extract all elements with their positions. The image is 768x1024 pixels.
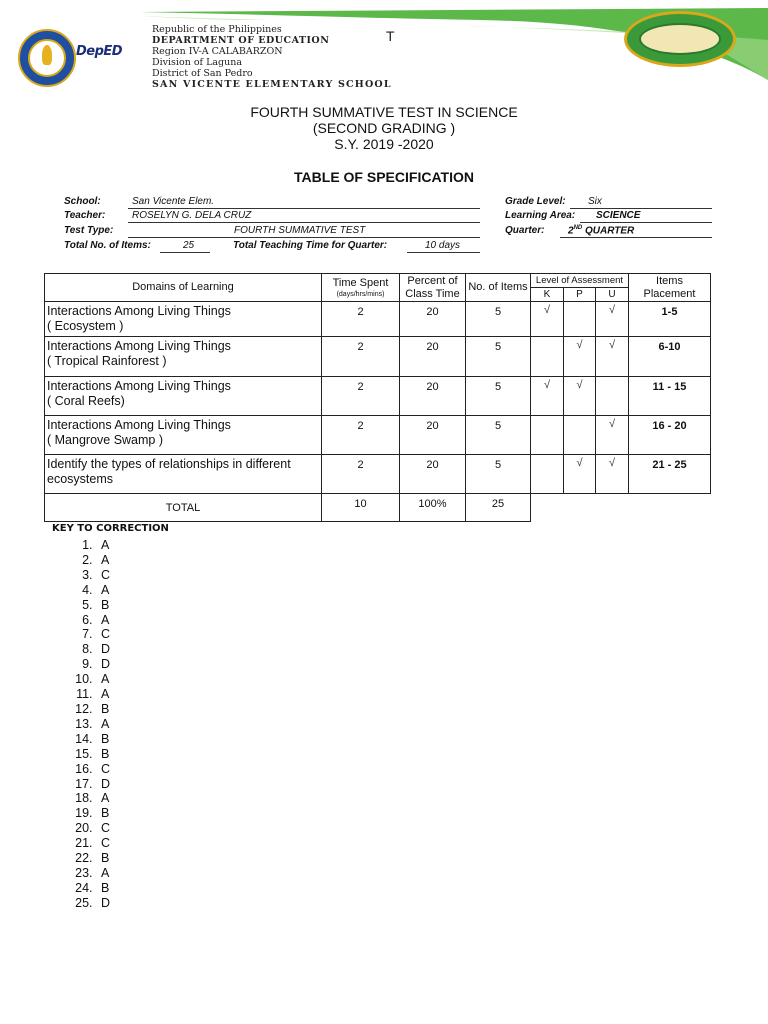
grade-level-value: Six [588,196,602,207]
total-items-underline [160,252,210,253]
percent-cell: 20 [400,302,466,337]
placement-cell: 6-10 [629,337,711,377]
teacher-label: Teacher: [64,210,106,221]
header-division: Division of Laguna [152,57,243,68]
domain-cell: Interactions Among Living Things ( Mangrove Swamp ) [45,416,322,455]
school-underline [128,208,480,209]
header-u: U [596,288,629,302]
header-items-placement: Items Placement [629,274,711,302]
p-check-cell: √ [564,337,596,377]
time-cell: 2 [322,455,400,494]
test-type-underline [128,237,480,238]
answer-key-list [60,538,110,911]
domain-cell: Interactions Among Living Things ( Coral Reefs) [45,377,322,416]
u-check-cell: √ [596,455,629,494]
learning-area-underline [580,222,712,223]
teacher-underline [128,222,480,223]
header-region: Region IV-A CALABARZON [152,46,283,57]
p-check-cell: √ [564,377,596,416]
answer-item: 8. D [96,642,110,657]
k-check-cell [531,455,564,494]
answer-item: 12. B [96,702,110,717]
placement-cell: 1-5 [629,302,711,337]
grade-level-underline [570,208,712,209]
header-k: K [531,288,564,302]
answer-item: 23. A [96,866,110,881]
answer-item: 5. B [96,598,110,613]
total-label: TOTAL [45,494,322,522]
u-check-cell [596,377,629,416]
u-check-cell: √ [596,337,629,377]
grade-level-label: Grade Level: [505,196,566,207]
time-cell: 2 [322,416,400,455]
answer-item: 22. B [96,851,110,866]
table-spec-title: TABLE OF SPECIFICATION [294,169,474,185]
test-title: FOURTH SUMMATIVE TEST IN SCIENCE [250,104,518,120]
domain-cell: Identify the types of relationships in different ecosystems [45,455,322,494]
answer-item: 15. B [96,747,110,762]
table-row [45,337,711,377]
placement-cell: 21 - 25 [629,455,711,494]
teaching-time-label: Total Teaching Time for Quarter: [233,240,388,251]
p-check-cell [564,302,596,337]
learning-area-value: SCIENCE [596,210,641,221]
header-percent: Percent of Class Time [400,274,466,302]
total-items-value: 25 [183,240,195,251]
answer-item: 9. D [96,657,110,672]
answer-item: 13. A [96,717,110,732]
u-check-cell: √ [596,416,629,455]
table-row [45,377,711,416]
quarter-label: Quarter: [505,225,545,236]
total-time: 10 [322,494,400,522]
school-value: San Vicente Elem. [132,196,215,207]
header-text-block [152,24,392,90]
answer-item: 14. B [96,732,110,747]
deped-logo: DepED [76,44,123,59]
answer-item: 20. C [96,821,110,836]
domain-cell: Interactions Among Living Things ( Ecosystem ) [45,302,322,337]
items-cell: 5 [466,302,531,337]
k-check-cell: √ [531,377,564,416]
header-school-name: SAN VICENTE ELEMENTARY SCHOOL [152,79,392,90]
header-domains: Domains of Learning [45,274,322,302]
division-seal-logo [18,29,76,87]
answer-item: 21. C [96,836,110,851]
teaching-time-value: 10 days [425,240,461,251]
answer-item: 3. C [96,568,110,583]
school-label: School: [64,196,101,207]
total-items-label: Total No. of Items: [64,240,151,251]
answer-item: 6. A [96,613,110,628]
header-no-items: No. of Items [466,274,531,302]
test-type-value: FOURTH SUMMATIVE TEST [234,225,366,236]
header-level-assessment: Level of Assessment [531,274,629,288]
answer-item: 25. D [96,896,110,911]
k-check-cell [531,337,564,377]
test-type-label: Test Type: [64,225,114,236]
teacher-value: ROSELYN G. DELA CRUZ [132,210,252,221]
table-row [45,302,711,337]
p-check-cell: √ [564,455,596,494]
table-row [45,416,711,455]
answer-item: 18. A [96,791,110,806]
u-check-cell: √ [596,302,629,337]
answer-item: 10. A [96,672,110,687]
time-cell: 2 [322,302,400,337]
p-check-cell [564,416,596,455]
total-percent: 100% [400,494,466,522]
answer-item: 11. A [96,687,110,702]
answer-item: 16. C [96,762,110,777]
percent-cell: 20 [400,377,466,416]
table-header-row [45,274,711,288]
grading-title: (SECOND GRADING ) [312,120,456,136]
answer-key-title: KEY TO CORRECTION [52,523,169,534]
answer-item: 4. A [96,583,110,598]
table-row [45,455,711,494]
placement-cell: 11 - 15 [629,377,711,416]
header-department: DEPARTMENT OF EDUCATION [152,35,330,46]
percent-cell: 20 [400,416,466,455]
header-stray-mark: T [386,28,395,44]
teaching-time-underline [407,252,480,253]
specification-table [44,273,711,522]
items-cell: 5 [466,377,531,416]
total-row [45,494,711,522]
learning-area-label: Learning Area: [505,210,576,221]
time-cell: 2 [322,377,400,416]
school-year: S.Y. 2019 -2020 [334,136,434,152]
answer-item: 2. A [96,553,110,568]
header-district: District of San Pedro [152,68,253,79]
header-time-spent: Time Spent (days/hrs/mins) [322,274,400,302]
time-cell: 2 [322,337,400,377]
items-cell: 5 [466,337,531,377]
quarter-underline [560,237,712,238]
school-seal-logo [624,11,736,67]
header-republic: Republic of the Philippines [152,24,282,35]
answer-item: 1. A [96,538,110,553]
answer-item: 17. D [96,777,110,792]
answer-item: 7. C [96,627,110,642]
total-items: 25 [466,494,531,522]
answer-item: 19. B [96,806,110,821]
domain-cell: Interactions Among Living Things ( Tropical Rainforest ) [45,337,322,377]
k-check-cell [531,416,564,455]
percent-cell: 20 [400,455,466,494]
placement-cell: 16 - 20 [629,416,711,455]
k-check-cell: √ [531,302,564,337]
percent-cell: 20 [400,337,466,377]
items-cell: 5 [466,455,531,494]
answer-item: 24. B [96,881,110,896]
header-p: P [564,288,596,302]
quarter-value: 2ND QUARTER [568,225,635,237]
items-cell: 5 [466,416,531,455]
